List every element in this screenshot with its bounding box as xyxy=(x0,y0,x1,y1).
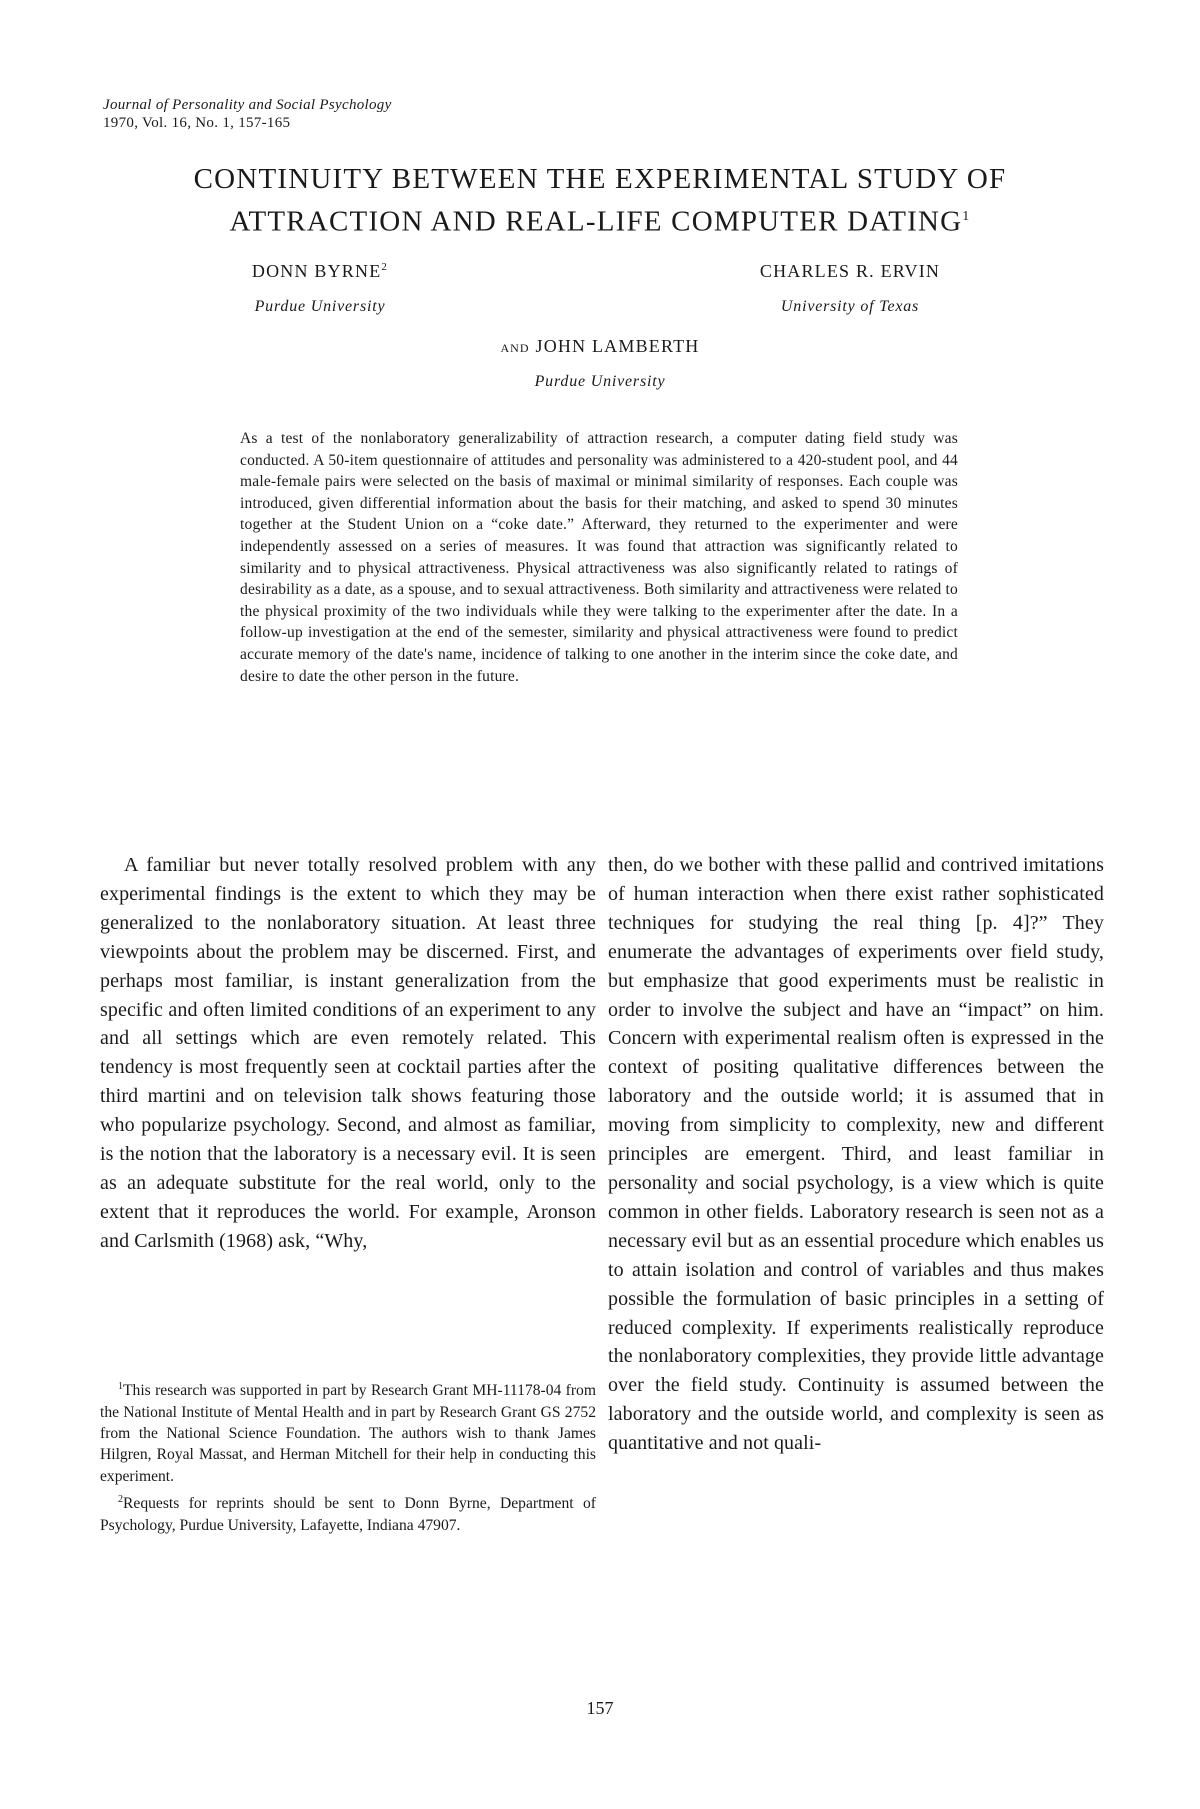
footnote-text: Requests for reprints should be sent to Donn Byrne, Department of Psychology, Purdue University, Lafayette, Indiana 47907. xyxy=(100,1495,596,1534)
body-column-left xyxy=(100,851,596,1256)
author-byrne xyxy=(230,261,410,282)
affiliation-lamberth: Purdue University xyxy=(534,373,666,390)
title-footnote-mark: 1 xyxy=(962,209,971,224)
page-number: 157 xyxy=(586,1698,614,1718)
body-column-right xyxy=(608,851,1104,1458)
body-paragraph: A familiar but never totally resolved problem with any experimental findings is the extent to which they may be generalized to the nonlaboratory situation. At least three viewpoints about the problem may be discerned. First, and perhaps most familiar, is instant generalization from the specific and often limited conditions of an experiment to any and all settings which are even remotely related. This tendency is most frequently seen at cocktail parties after the third martini and on television talk shows featuring those who popularize psychology. Second, and almost as familiar, is the notion that the laboratory is a necessary evil. It is seen as an adequate substitute for the real world, only to the extent that it reproduces the world. For example, Aronson and Carlsmith (1968) ask, “Why, xyxy=(100,854,596,1252)
author-name: JOHN LAMBERTH xyxy=(535,336,700,356)
footnote-mark: 2 xyxy=(118,1494,123,1506)
author-conjunction: AND xyxy=(500,341,530,355)
article-title xyxy=(100,160,1100,241)
footnote-1 xyxy=(100,1376,596,1487)
journal-name: Journal of Personality and Social Psychology xyxy=(103,97,392,113)
title-line-2: ATTRACTION AND REAL-LIFE COMPUTER DATING xyxy=(229,205,963,238)
body-paragraph: then, do we bother with these pallid and contrived imitations of human interaction when there exist rather sophisticated techniques for studying the real thing [p. 4]?” They enumerate the advantages of experiments over field study, but emphasize that good experiments must be realistic in order to involve the subject and have an “impact” on him. Concern with experimental realism often is expressed in the context of positing qualitative differences between the laboratory and the outside world; it is assumed that in moving from simplicity to complexity, new and different principles are emergent. Third, and least familiar in personality and social psychology, is a view which is quite common in other fields. Laboratory research is seen not as a necessary evil but as an essential procedure which enables us to attain isolation and control of variables and thus makes possible the formulation of basic principles in a setting of reduced complexity. If experiments realistically reproduce the nonlaboratory complexities, they provide little advantage over the field study. Continuity is assumed between the laboratory and the outside world, and complexity is seen as quantitative and not quali- xyxy=(608,854,1104,1455)
journal-header xyxy=(103,96,392,132)
footnotes xyxy=(100,1376,596,1538)
title-line-1: CONTINUITY BETWEEN THE EXPERIMENTAL STUDY OF xyxy=(193,163,1007,195)
author-lamberth xyxy=(430,336,770,357)
footnote-text: This research was supported in part by Research Grant MH-11178-04 from the National Institute of Mental Health and in part by Research Grant GS 2752 from the National Science Foundation. The authors wish to thank James Hilgren, Royal Massat, and Herman Mitchell for their help in conducting this experiment. xyxy=(100,1382,596,1485)
author-footnote-mark: 2 xyxy=(381,261,389,273)
volume-info: 1970, Vol. 16, No. 1, 157-165 xyxy=(103,115,291,131)
footnote-2 xyxy=(100,1489,596,1536)
footnote-mark: 1 xyxy=(118,1381,123,1392)
affiliation-ervin: University of Texas xyxy=(780,298,920,315)
author-ervin xyxy=(730,261,970,282)
author-name: DONN BYRNE xyxy=(251,261,382,281)
abstract: As a test of the nonlaboratory generalizability of attraction research, a computer dating field study was conducted. A 50-item questionnaire of attitudes and personality was administered to a 420-student pool, and 44 male-female pairs were selected on the basis of maximal or minimal similarity of responses. Each couple was introduced, given differential information about the basis for their matching, and asked to spend 30 minutes together at the Student Union on a “coke date.” Afterward, they returned to the experimenter and were independently assessed on a series of measures. It was found that attraction was significantly related to similarity and to physical attractiveness. Physical attractiveness was also significantly related to ratings of desirability as a date, as a spouse, and to sexual attractiveness. Both similarity and attractiveness were related to the physical proximity of the two individuals while they were talking to the experimenter after the date. In a follow-up investigation at the end of the semester, similarity and physical attractiveness were found to predict accurate memory of the date's name, incidence of talking to one another in the interim since the coke date, and desire to date the other person in the future. xyxy=(240,430,958,685)
author-name: CHARLES R. ERVIN xyxy=(759,261,941,281)
affiliation-byrne: Purdue University xyxy=(254,298,386,315)
